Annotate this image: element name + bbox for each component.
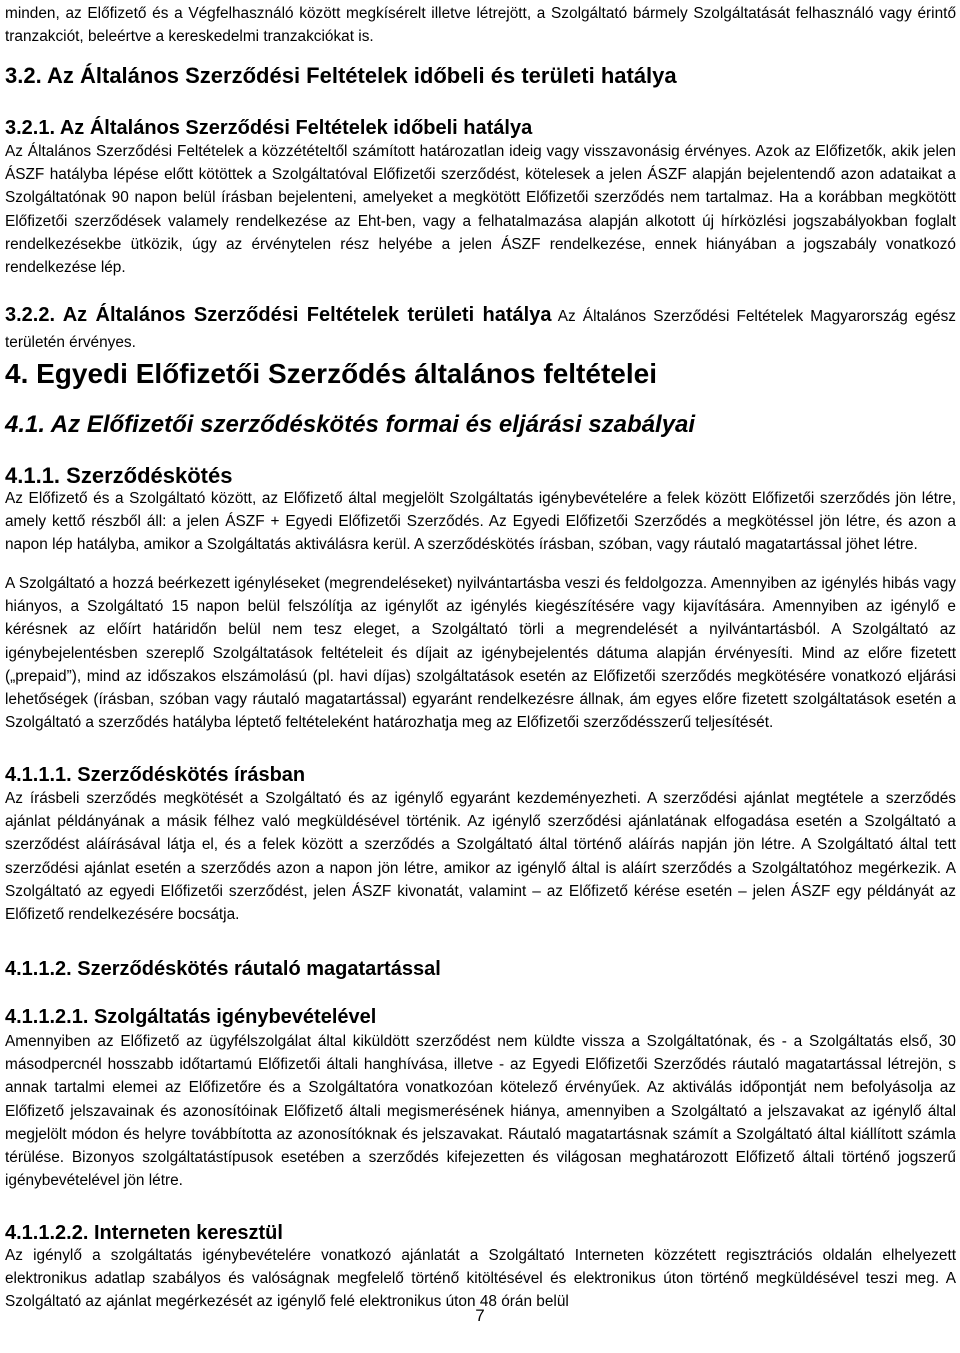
heading-3-2-2: 3.2.2. Az Általános Szerződési Feltételek területi hatálya (5, 304, 552, 326)
paragraph-4-1-1-2-1: Amennyiben az Előfizető az ügyfélszolgálat által kiküldött szerződést nem küldte vissza a Szolgáltatónak, és - a Szolgáltatás első, 30 másodpercnél hosszabb időtartamú Előfizetői általi hanghívása, illetve - az Egyedi Előfizetői Szerződés ráutaló magatartással létrejön, s annak tartalmi elemei az Előfizetőre és a Szolgáltatóra vonatkozóan kötelező érvényűek. Az aktiválás időpontját nem befolyásolja az Előfizető jelszavainak és azonosítóinak Előfizető általi megismerésének hiánya, amennyiben a Szolgáltató a jelszavakat az igénylő által megjelölt módon és helyre továbbította az azonosítóknak és jelszavakat. Ráutaló magatartásnak számít a Szolgáltató által kiállított számla térülése. Bizonyos szolgáltatástípusok esetében a szerződés kifejezetten és világosan meghatározott Előfizető általi történő jogszerű igénybevételével jön létre. (5, 1033, 956, 1190)
paragraph-4-1-1-2-2: Az igénylő a szolgáltatás igénybevételére vonatkozó ajánlatát a Szolgáltató Interneten közzétett regisztrációs oldalán elhelyezett elektronikus adatlap szabályos és valóságnak megfelelő történő kitöltésével és elektronikus úton történő megküldésével teszi meg. A Szolgáltató az ajánlat megérkezését az igénylő felé elektronikus úton 48 órán belül (5, 1247, 956, 1311)
heading-4: 4. Egyedi Előfizetői Szerződés általános feltételei (5, 358, 657, 389)
paragraph-intro: minden, az Előfizető és a Végfelhasználó között megkísérelt illetve létrejött, a Szolgáltató bármely Szolgáltatását felhasználó vagy érintő tranzakciót, beleértve a kereskedelmi tranzakciókat is. (5, 5, 956, 46)
heading-4-1-1-2-1: 4.1.1.2.1. Szolgáltatás igénybevételével (5, 1006, 377, 1028)
paragraph-4-1-1-1: Az írásbeli szerződés megkötését a Szolgáltató és az igénylő egyaránt kezdeményezheti. A szerződési ajánlat megtétele a szerződés ajánlat példányának a másik félhez való megküldésével történik. Az igénylő szerződési ajánlatának elfogadása esetén a Szolgáltató a szerződést aláírásával látja el, és a felek között a szerződés a Szolgáltató által történő aláírás napján jön létre. A Szolgáltató által tett szerződési ajánlat esetén a szerződés azon a napon jön létre, amikor az igénylő által is aláírt szerződés a Szolgáltatóhoz megérkezik. A Szolgáltató az egyedi Előfizetői szerződést, jelen ÁSZF kivonatát, valamint – az Előfizető kérése esetén – jelen ÁSZF egy példányát az Előfizető rendelkezésére bocsátja. (5, 790, 956, 924)
heading-4-1-1-2: 4.1.1.2. Szerződéskötés ráutaló magatartással (5, 958, 441, 980)
paragraph-3-2-1: Az Általános Szerződési Feltételek a közzétételtől számított határozatlan ideig vagy visszavonásig érvényes. Azok az Előfizetők, akik jelen ÁSZF hatályba lépése előtt kötöttek a Szolgáltatóval Előfizetői szerződést, kötelesek a jelen ÁSZF alapján bejelentendő azon adataikat a Szolgáltatónak 90 napon belül írásban bejelenteni, amelyeket a megkötött Előfizetői szerződés nem tartalmaz. Ha a korábban megkötött Előfizetői szerződések valamely rendelkezése az Eht-ben, vagy a felhatalmazása alapján alkotott új hírközlési jogszabályokban foglalt rendelkezésekbe ütközik, úgy az érvénytelen rész helyébe a jelen ÁSZF rendelkezése, ennek hiányában a jogszabály vonatkozó rendelkezése lép. (5, 143, 956, 277)
heading-3-2-1: 3.2.1. Az Általános Szerződési Feltételek időbeli hatálya (5, 117, 533, 139)
heading-4-1-1-1: 4.1.1.1. Szerződéskötés írásban (5, 764, 306, 786)
heading-4-1-1: 4.1.1. Szerződéskötés (5, 463, 233, 488)
heading-3-2: 3.2. Az Általános Szerződési Feltételek időbeli és területi hatálya (5, 63, 677, 88)
page-number: 7 (475, 1306, 485, 1325)
paragraph-3-2-2 (5, 302, 956, 356)
heading-4-1-1-2-2: 4.1.1.2.2. Interneten keresztül (5, 1222, 283, 1244)
paragraph-4-1-1-a: Az Előfizető és a Szolgáltató között, az Előfizető által megjelölt Szolgáltatás igénybevételére a felek között Előfizetői szerződés jön létre, amely kettő részből áll: a jelen ÁSZF + Egyedi Előfizetői Szerződés. Az Egyedi Előfizetői Szerződés a megkötéssel jön létre, és azon a napon lép hatályba, amikor a Szolgáltatás aktiválásra kerül. A szerződéskötés írásban, szóban, vagy ráutaló magatartással jöhet létre. (5, 490, 956, 554)
paragraph-4-1-1-b: A Szolgáltató a hozzá beérkezett igényléseket (megrendeléseket) nyilvántartásba veszi és feldolgozza. Amennyiben az igénylés hibás vagy hiányos, a Szolgáltató 15 napon belül felszólítja az igénylőt az igénylés kiegészítésére vagy kijavítására. Amennyiben az igénylő e kérésnek az előírt határidőn belül nem tesz eleget, a Szolgáltató törli a megrendelését a nyilvántartásból. A Szolgáltató az igénybejelentésben szereplő Szolgáltatások feltételeit és díjait az igénybejelentés dátuma alapján érvényesíti. Mind az előre fizetett („prepaid”), mind az időszakos elszámolású (pl. havi díjas) szolgáltatások esetén az Előfizetői szerződés megkötésére vonatkozó eljárási lehetőségek (írásban, szóban vagy ráutaló magatartással) egyaránt rendelkezésre állnak, ám egyes előre fizetett szolgáltatások esetén a Szolgáltató a szerződés hatályba léptető feltételeként határozhatja meg az Előfizetői szerződésszerű teljesítését. (5, 575, 956, 732)
heading-4-1: 4.1. Az Előfizetői szerződéskötés formai és eljárási szabályai (5, 411, 696, 438)
paragraph-3-2-2-text: Az Általános Szerződési Feltételek Magyarország egész területén érvényes. (5, 308, 956, 351)
